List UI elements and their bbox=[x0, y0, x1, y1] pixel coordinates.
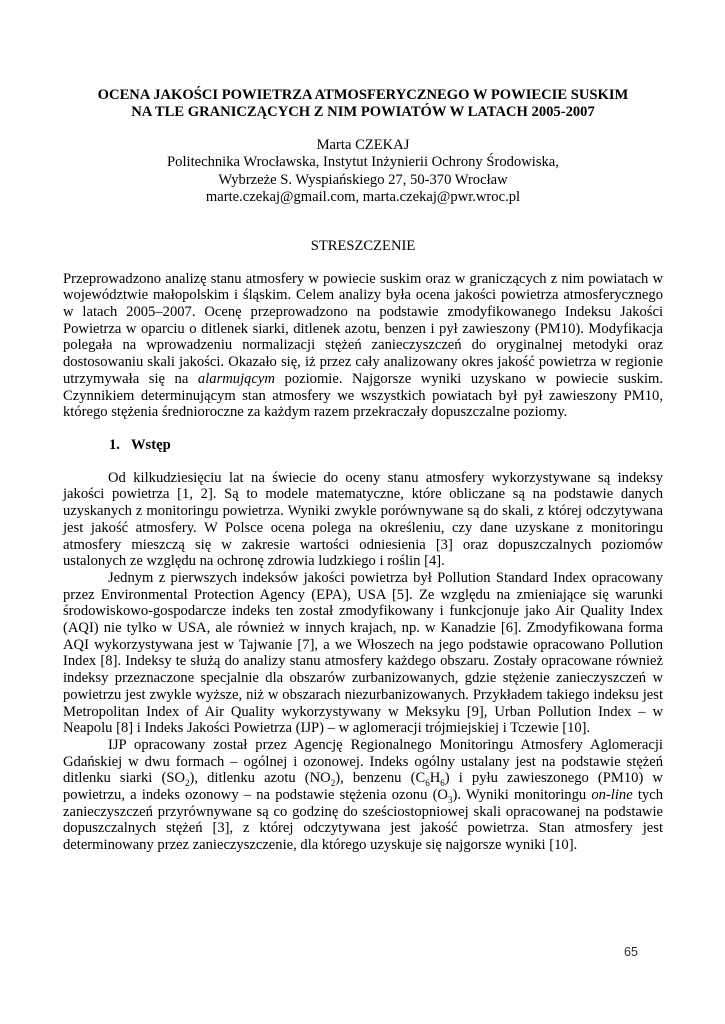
author-emails: marte.czekaj@gmail.com, marta.czekaj@pwr.wroc.pl bbox=[205, 189, 521, 206]
section-number: 1. bbox=[109, 437, 120, 453]
abstract-heading: STRESZCZENIE bbox=[310, 237, 416, 254]
paper-title-line2: NA TLE GRANICZĄCYCH Z NIM POWIATÓW W LATACH 2005-2007 bbox=[131, 103, 595, 120]
page-content bbox=[63, 87, 663, 854]
author-name: Marta CZEKAJ bbox=[316, 136, 410, 153]
section-heading bbox=[63, 437, 663, 454]
paper-title bbox=[63, 87, 663, 121]
intro-paragraph-2: Jednym z pierwszych indeksów jakości powietrza był Pollution Standard Index opracowany przez Environmental Protection Agency (EPA), USA [5]. Ze względu na zmieniające się warunki środowiskowo-gospodarcze indeks ten został zmodyfikowany i funkcjonuje jako Air Quality Index (AQI) nie tylko w USA, ale również w innych krajach, np. w Kanadzie [6]. Zmodyfikowana forma AQI wykorzystywana jest w Tajwanie [7], a we Włoszech na jego podstawie opracowano Pollution Index [8]. Indeksy te służą do analizy stanu atmosfery każdego obszaru. Zostały opracowane również indeksy przeznaczone specjalnie dla obszarów zurbanizowanych, gdzie stężenie zanieczyszczeń w powietrzu jest zwykle wyższe, niż w obszarach niezurbanizowanych. Przykładem takiego indeksu jest Metropolitan Index of Air Quality wykorzystywany w Meksyku [9], Urban Pollution Index – w Neapolu [8] i Indeks Jakości Powietrza (IJP) – w aglomeracji trójmiejskiej i Tczewie [10]. bbox=[63, 569, 663, 737]
section-title: Wstęp bbox=[130, 437, 171, 453]
paper-title-line1: OCENA JAKOŚCI POWIETRZA ATMOSFERYCZNEGO W POWIECIE SUSKIM bbox=[97, 87, 629, 103]
author-block bbox=[63, 137, 663, 207]
abstract-paragraph: Przeprowadzono analizę stanu atmosfery w powiecie suskim oraz w graniczących z nim powiatach w województwie małopolskim i śląskim. Celem analizy była ocena jakości powietrza atmosferycznego w latach 2005–2007. Ocenę przeprowadzono na podstawie zmodyfikowanego Indeksu Jakości Powietrza w oparciu o ditlenek siarki, ditlenek azotu, benzen i pył zawieszony (PM10). Modyfikacja polegała na wprowadzeniu normalizacji stężeń zanieczyszczeń do oryginalnej metodyki oraz dostosowaniu skali jakości. Okazało się, iż przez cały analizowany okres jakość powietrza w regionie utrzymywała się na alarmującym poziomie. Najgorsze wyniki uzyskano w powiecie suskim. Czynnikiem determinującym stan atmosfery we wszystkich powiatach był pył zawieszony PM10, którego stężenia średnioroczne za każdym razem przekraczały dopuszczalne poziomy. bbox=[63, 270, 663, 421]
intro-paragraph-1: Od kilkudziesięciu lat na świecie do oceny stanu atmosfery wykorzystywane są indeksy jakości powietrza [1, 2]. Są to modele matematyczne, które obliczane są na podstawie danych uzyskanych z monitoringu powietrza. Wyniki zwykle porównywane są do skali, z której odczytywana jest jakość atmosfery. W Polsce ocena polega na określeniu, czy dane uzyskane z monitoringu atmosfery mieszczą się w zakresie wartości odniesienia [3] oraz dopuszczalnych poziomów ustalonych ze względu na ochronę zdrowia ludzkiego i roślin [4]. bbox=[63, 469, 663, 570]
page-number: 65 bbox=[624, 945, 638, 959]
author-address: Wybrzeże S. Wyspiańskiego 27, 50-370 Wrocław bbox=[218, 171, 508, 188]
author-affiliation: Politechnika Wrocławska, Instytut Inżynierii Ochrony Środowiska, bbox=[167, 154, 559, 171]
intro-paragraph-3: IJP opracowany został przez Agencję Regionalnego Monitoringu Atmosfery Aglomeracji Gdańskiej w dwu formach – ogólnej i ozonowej. Indeks ogólny ustalany jest na podstawie stężeń ditlenku siarki $(SO_2)$, ditlenku azotu $(NO_2)$, benzenu $(C_6H_6)$ i pyłu zawieszonego (PM10) w powietrzu, a indeks ozonowy – na podstawie stężenia ozonu $(O_3)$. Wyniki monitoringu on-line tych zanieczyszczeń przyrównywane są co godzinę do sześciostopniowej skali opracowanej na podstawie dopuszczalnych stężeń [3], z której odczytywana jest jakość powietrza. Stan atmosfery jest determinowany przez zanieczyszczenie, dla którego uzyskuje się najgorsze wyniki [10]. bbox=[63, 736, 663, 854]
